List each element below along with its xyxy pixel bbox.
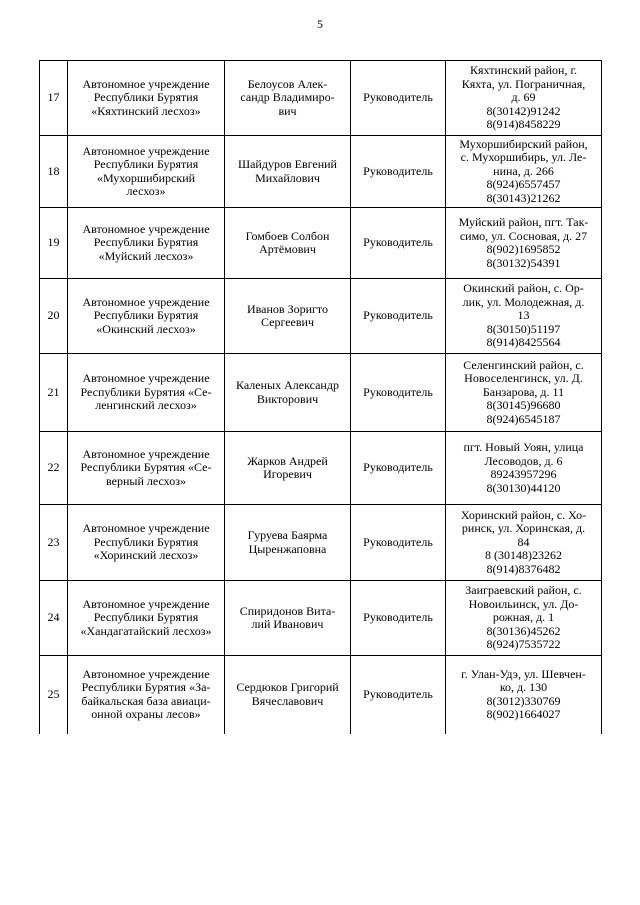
address-line: 8(914)8376482: [486, 561, 561, 576]
organization-line: Республики Бурятия: [93, 157, 199, 171]
row-number-cell: 20: [40, 279, 68, 354]
organization-line: «Хандагатайский лесхоз»: [80, 623, 212, 638]
organization-line: Республики Бурятия «За-: [81, 680, 211, 695]
manager-name-line: Цыренжаповна: [248, 541, 327, 556]
position-cell: Руководитель: [351, 505, 446, 581]
address-line: с. Мухоршибирь, ул. Ле-: [460, 150, 587, 165]
row-number-cell: 21: [40, 354, 68, 432]
address-line: 8(914)8425564: [486, 335, 561, 350]
address-line: 89243957296: [490, 467, 557, 481]
address-line: 8 (30148)23262: [485, 548, 562, 563]
manager-name-cell: [225, 354, 351, 432]
manager-name-line: Артёмович: [259, 242, 316, 256]
manager-name-cell: [225, 505, 351, 581]
address-line: 8(30143)21262: [486, 190, 561, 205]
organization-cell: [68, 354, 225, 432]
organization-line: «Хоринский лесхоз»: [93, 548, 199, 563]
address-line: 8(30136)45262: [486, 623, 561, 638]
address-line: Банзарова, д. 11: [482, 384, 565, 399]
manager-name-line: сандр Владимиро-: [240, 90, 335, 105]
manager-name-line: Иванов Зоригто: [246, 301, 329, 316]
address-cell: [446, 136, 602, 208]
address-cell: [446, 432, 602, 505]
table-row: [40, 354, 602, 432]
organization-cell: [68, 432, 225, 505]
organization-cell: [68, 61, 225, 136]
address-line: лик, ул. Молодежная, д.: [462, 294, 585, 309]
table-row: [40, 136, 602, 208]
address-cell: [446, 354, 602, 432]
address-line: 8(30142)91242: [486, 103, 561, 118]
row-number-cell: 19: [40, 208, 68, 279]
organization-line: Республики Бурятия: [93, 90, 199, 105]
manager-name-line: Викторович: [256, 391, 319, 406]
manager-name-line: Сердюков Григорий: [236, 680, 339, 695]
manager-name-cell: [225, 581, 351, 656]
address-line: 8(3012)330769: [486, 693, 561, 708]
row-number-cell: 24: [40, 581, 68, 656]
organization-line: ленгинский лесхоз»: [95, 398, 197, 413]
row-number-cell: 23: [40, 505, 68, 581]
manager-name-cell: [225, 136, 351, 208]
organization-line: лесхоз»: [126, 184, 166, 198]
address-cell: [446, 505, 602, 581]
address-line: Кяхта, ул. Пограничная,: [461, 76, 586, 91]
manager-name-line: Сергеевич: [260, 315, 314, 329]
address-line: симо, ул. Сосновая, д. 27: [459, 228, 588, 243]
table-row: [40, 656, 602, 734]
manager-name-line: Гуруева Баярма: [247, 528, 328, 542]
position-cell: Руководитель: [351, 279, 446, 354]
organization-line: онной охраны лесов»: [91, 707, 201, 722]
organization-line: Республики Бурятия «Се-: [80, 384, 212, 399]
manager-name-cell: [225, 279, 351, 354]
organization-line: Республики Бурятия: [93, 235, 199, 250]
manager-name-cell: [225, 208, 351, 279]
row-number-cell: 25: [40, 656, 68, 734]
organization-cell: [68, 136, 225, 208]
position-cell: Руководитель: [351, 61, 446, 136]
address-line: Хоринский район, с. Хо-: [460, 507, 587, 522]
address-line: Кяхтинский район, г.: [469, 63, 578, 78]
address-cell: [446, 61, 602, 136]
page-number: 5: [317, 17, 323, 31]
organization-cell: [68, 505, 225, 581]
address-line: 8(924)6545187: [486, 411, 561, 426]
organization-line: Автономное учреждение: [82, 446, 210, 461]
organization-line: Автономное учреждение: [82, 294, 210, 309]
address-cell: [446, 656, 602, 734]
address-line: Заиграевский район, с.: [465, 583, 582, 598]
organization-line: Автономное учреждение: [82, 371, 210, 386]
table-row: [40, 505, 602, 581]
address-line: 8(914)8458229: [486, 117, 561, 132]
address-cell: [446, 208, 602, 279]
address-line: Новоильинск, ул. До-: [468, 596, 579, 611]
address-line: 8(30130)44120: [486, 480, 561, 495]
row-number-cell: 22: [40, 432, 68, 505]
address-line: 8(30132)54391: [486, 255, 561, 270]
manager-name-line: Игоревич: [263, 467, 312, 481]
address-line: 8(30145)96680: [486, 398, 561, 413]
address-line: ко, д. 130: [499, 680, 548, 695]
organization-line: Автономное учреждение: [82, 143, 210, 158]
organization-line: «Мухоршибирский: [96, 170, 196, 185]
address-line: г. Улан-Удэ, ул. Шевчен-: [461, 666, 586, 681]
address-line: 8(902)1695852: [486, 242, 561, 256]
manager-name-line: вич: [278, 103, 297, 118]
address-line: д. 69: [511, 90, 536, 105]
address-line: 84: [517, 534, 530, 549]
address-line: нина, д. 266: [493, 163, 554, 178]
organization-line: Республики Бурятия «Се-: [80, 460, 212, 475]
address-line: 8(924)7535722: [486, 637, 561, 652]
organization-line: Республики Бурятия: [93, 534, 199, 549]
organization-line: «Муйский лесхоз»: [98, 248, 194, 263]
address-line: 8(30150)51197: [486, 321, 561, 336]
manager-name-line: Шайдуров Евгений: [238, 157, 337, 171]
table-row: [40, 279, 602, 354]
organization-line: «Кяхтинский лесхоз»: [91, 103, 201, 118]
organization-line: Республики Бурятия: [93, 610, 199, 625]
address-line: пгт. Новый Уоян, улица: [463, 440, 584, 454]
row-number-cell: 17: [40, 61, 68, 136]
manager-name-line: Жарков Андрей: [247, 453, 328, 468]
address-line: 8(902)1664027: [486, 707, 561, 722]
organization-line: Автономное учреждение: [82, 666, 210, 681]
manager-name-cell: [225, 432, 351, 505]
manager-name-line: Спиридонов Вита-: [239, 603, 336, 618]
position-cell: Руководитель: [351, 354, 446, 432]
organization-line: Республики Бурятия: [93, 308, 199, 323]
table-row: [40, 581, 602, 656]
table-row: [40, 61, 602, 136]
address-line: Муйский район, пгт. Так-: [458, 215, 589, 229]
table-body: [40, 61, 602, 734]
organization-line: Автономное учреждение: [82, 221, 210, 236]
address-line: Мухоршибирский район,: [459, 136, 588, 151]
address-line: рожная, д. 1: [492, 610, 555, 625]
table-row: [40, 432, 602, 505]
address-cell: [446, 581, 602, 656]
address-line: 13: [517, 308, 530, 323]
organization-cell: [68, 656, 225, 734]
organization-line: «Окинский лесхоз»: [96, 321, 196, 336]
organization-line: верный лесхоз»: [106, 473, 186, 488]
row-number-cell: 18: [40, 136, 68, 208]
manager-name-cell: [225, 656, 351, 734]
address-line: Лесоводов, д. 6: [484, 453, 563, 468]
manager-name-line: Белоусов Алек-: [247, 76, 328, 91]
manager-name-line: Вячеславович: [251, 693, 324, 708]
address-cell: [446, 279, 602, 354]
manager-name-line: Гомбоев Солбон: [245, 228, 330, 243]
organization-line: Автономное учреждение: [82, 521, 210, 536]
institutions-table: [39, 60, 602, 734]
organization-cell: [68, 581, 225, 656]
position-cell: Руководитель: [351, 208, 446, 279]
position-cell: Руководитель: [351, 432, 446, 505]
table-row: [40, 208, 602, 279]
position-cell: Руководитель: [351, 656, 446, 734]
position-cell: Руководитель: [351, 136, 446, 208]
address-line: Окинский район, с. Ор-: [463, 281, 584, 296]
organization-line: байкальская база авиаци-: [81, 693, 211, 708]
address-line: 8(924)6557457: [486, 177, 561, 192]
manager-name-line: Каленых Александр: [236, 378, 339, 392]
address-line: ринск, ул. Хоринская, д.: [461, 521, 586, 536]
organization-line: Автономное учреждение: [82, 596, 210, 611]
organization-cell: [68, 208, 225, 279]
address-line: Новоселенгинск, ул. Д.: [464, 371, 583, 386]
position-cell: Руководитель: [351, 581, 446, 656]
manager-name-line: Михайлович: [255, 170, 320, 185]
manager-name-line: лий Иванович: [251, 617, 324, 631]
address-line: Селенгинский район, с.: [463, 357, 584, 372]
organization-cell: [68, 279, 225, 354]
manager-name-cell: [225, 61, 351, 136]
organization-line: Автономное учреждение: [82, 76, 210, 91]
